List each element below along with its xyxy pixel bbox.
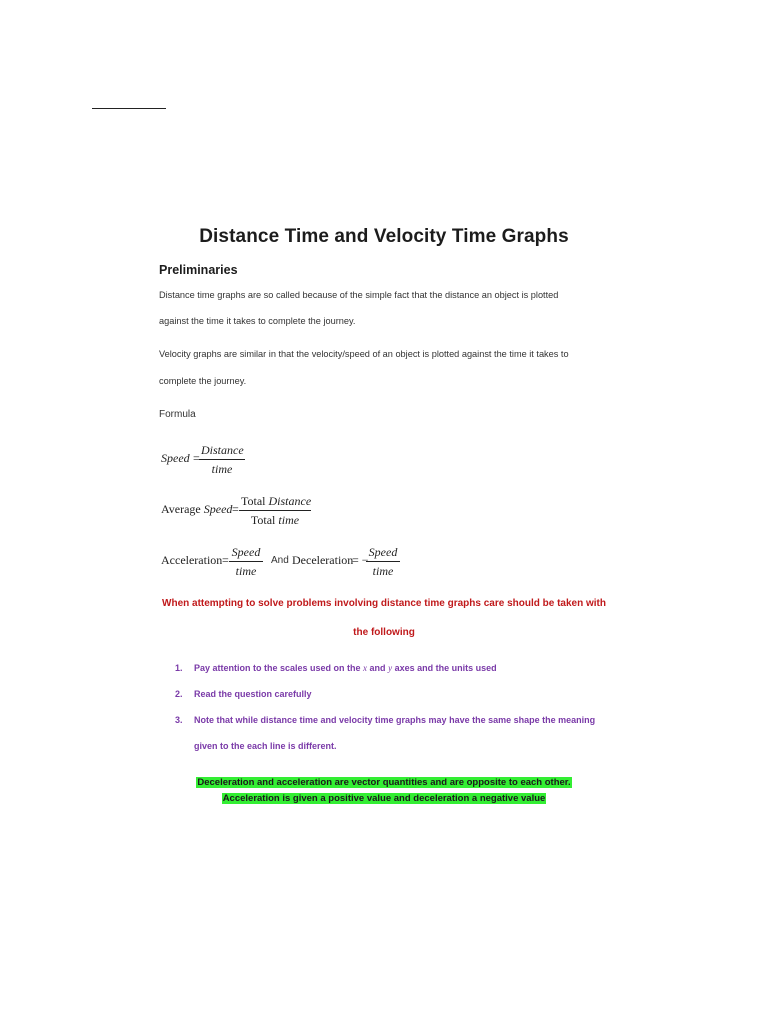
highlight-line <box>0 777 768 788</box>
list-text-part: Pay attention to the scales used on the <box>194 663 364 673</box>
formula-acceleration-equals: = <box>222 553 229 567</box>
list-text-var: x <box>363 663 368 673</box>
fraction-bar <box>229 561 263 562</box>
formula-average-speed-numerator <box>239 494 311 509</box>
formula-acceleration-fraction <box>229 545 263 579</box>
formula-acceleration-denominator: time <box>235 564 257 578</box>
highlight-text: Deceleration and acceleration are vector quantities and are opposite to each other. <box>197 777 571 788</box>
formula-label: Formula <box>159 409 196 420</box>
paragraph-line: Velocity graphs are similar in that the velocity/speed of an object is plotted against the time it takes to <box>159 349 569 359</box>
formula-speed-lhs: Speed <box>161 451 190 465</box>
formula-speed-numerator: Distance <box>201 443 244 457</box>
list-text-part: axes and the units used <box>392 663 497 673</box>
formula-deceleration-equals: = − <box>352 553 369 567</box>
formula-average-speed-denominator <box>239 513 311 528</box>
warning-line: the following <box>353 627 415 638</box>
formula-average-text: Average <box>161 502 201 516</box>
list-item-continuation <box>0 741 768 755</box>
paragraph-line: against the time it takes to complete the journey. <box>159 316 356 326</box>
formula-average-speed-lhs <box>161 502 232 517</box>
denominator-var: time <box>278 513 300 527</box>
formula-acceleration-numerator: Speed <box>231 545 261 559</box>
list-item-text <box>194 663 497 673</box>
fraction-bar <box>199 459 245 460</box>
list-text-part: and <box>367 663 389 673</box>
formula-deceleration-denominator: time <box>372 564 394 578</box>
fraction-bar <box>366 561 400 562</box>
numerator-var: Distance <box>268 494 312 508</box>
numerator-text: Total <box>241 494 266 508</box>
formula-deceleration-lhs: Deceleration <box>292 553 354 567</box>
list-item <box>0 663 768 677</box>
fraction-bar <box>239 510 311 511</box>
formula-deceleration-numerator: Speed <box>368 545 398 559</box>
list-item-number: 3. <box>175 715 183 725</box>
list-item-text: Read the question carefully <box>194 689 312 699</box>
list-item-continuation-text: given to the each line is different. <box>194 741 337 751</box>
formula-speed-equals: = <box>193 451 200 465</box>
highlight-line <box>0 793 768 804</box>
section-heading: Preliminaries <box>159 263 238 277</box>
formula-speed-fraction <box>199 443 245 477</box>
highlight-text: Acceleration is given a positive value and deceleration a negative value <box>222 793 546 804</box>
top-rule <box>92 108 166 109</box>
formula-and-word: And <box>271 555 289 566</box>
formula-average-var: Speed <box>203 502 233 516</box>
list-item <box>0 715 768 729</box>
list-item <box>0 689 768 703</box>
list-item-number: 1. <box>175 663 183 673</box>
formula-average-speed-equals: = <box>232 502 239 516</box>
formula-acceleration-lhs: Acceleration <box>161 553 223 567</box>
list-text-var: y <box>388 663 393 673</box>
list-item-number: 2. <box>175 689 183 699</box>
paragraph-line: Distance time graphs are so called because of the simple fact that the distance an object is plotted <box>159 290 559 300</box>
page-title: Distance Time and Velocity Time Graphs <box>199 226 569 247</box>
formula-speed-denominator: time <box>211 462 233 476</box>
list-item-text: Note that while distance time and velocity time graphs may have the same shape the meaning <box>194 715 596 725</box>
warning-line: When attempting to solve problems involving distance time graphs care should be taken with <box>162 598 606 609</box>
denominator-text: Total <box>250 513 276 527</box>
formula-average-speed-fraction <box>239 494 311 528</box>
formula-deceleration-fraction <box>366 545 400 579</box>
paragraph-line: complete the journey. <box>159 376 247 386</box>
